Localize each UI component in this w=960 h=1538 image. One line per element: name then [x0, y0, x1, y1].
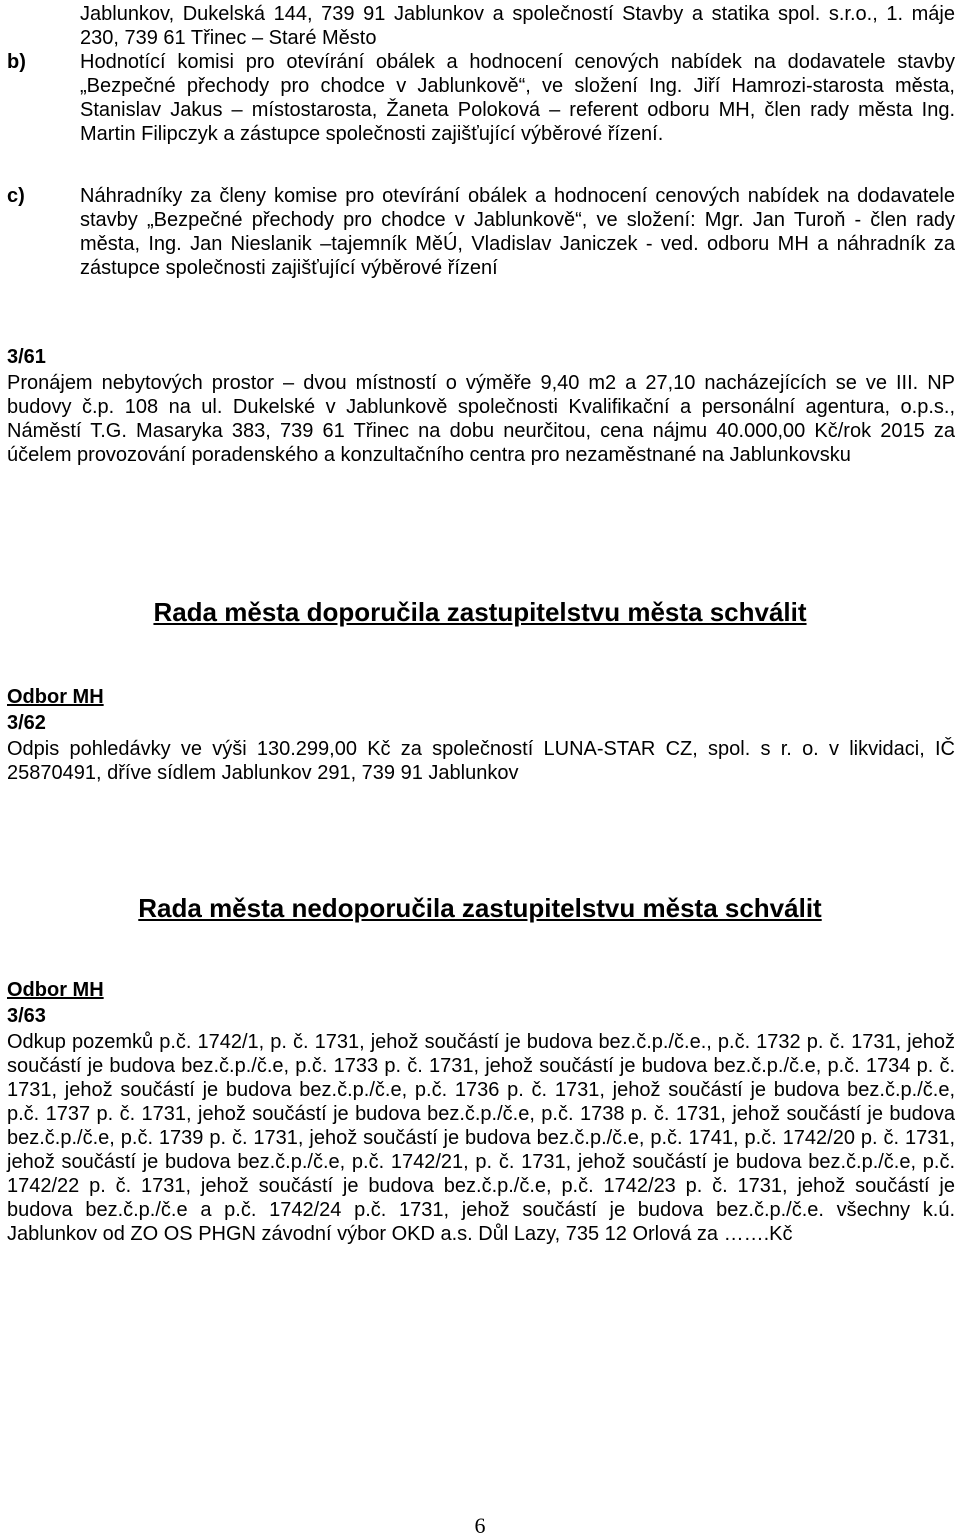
section-heading-approve: Rada města doporučila zastupitelstvu města schválit: [153, 597, 807, 627]
resolution-number-3-62: 3/62: [7, 712, 46, 734]
resolution-number-3-61: 3/61: [7, 346, 46, 368]
item-b-label: b): [7, 51, 26, 73]
resolution-text-3-63: Odkup pozemků p.č. 1742/1, p. č. 1731, jehož součástí je budova bez.č.p./č.e., p.č. 1732 p. č. 1731, jehož součástí je budova bez.č.p./č.e, p.č. 1733 p. č. 1731, jehož součástí je budova bez.č.p./č.e, p.č. 1734 p. č. 1731, jehož součástí je budova bez.č.p./č.e, p.č. 1736 p. č. 1731, jehož součástí je budova bez.č.p./č.e, p.č. 1737 p. č. 1731, jehož součástí je budova bez.č.p./č.e, p.č. 1738 p. č. 1731, jehož součástí je budova bez.č.p./č.e, p.č. 1739 p. č. 1731, jehož součástí je budova bez.č.p./č.e, p.č. 1741, p.č. 1742/20 p. č. 1731, jehož součástí je budova bez.č.p./č.e, p.č. 1742/21, p. č. 1731, jehož součástí je budova bez.č.p./č.e, p.č. 1742/22 p. č. 1731, jehož součástí je budova bez.č.p./č.e, p.č. 1742/23 p. č. 1731, jehož součástí je budova bez.č.p./č.e a p.č. 1742/24 p.č. 1731, jehož součástí je budova bez.č.p./č.e. všechny k.ú. Jablunkov od ZO OS PHGN závodní výbor OKD a.s. Důl Lazy, 735 12 Orlová za …….Kč: [7, 1031, 955, 1245]
intro-paragraph: Jablunkov, Dukelská 144, 739 91 Jablunkov a společností Stavby a statika spol. s.r.o., 1. máje 230, 739 61 Třinec – Staré Město: [80, 3, 955, 49]
item-c-text: Náhradníky za členy komise pro otevírání obálek a hodnocení cenových nabídek na dodavatele stavby „Bezpečné přechody pro chodce v Jablunkově“, ve složení: Mgr. Jan Turoň - člen rady města, Ing. Jan Nieslanik –tajemník MěÚ, Vladislav Janiczek - ved. odboru MH a náhradník za zástupce společnosti zajišťující výběrové řízení: [80, 185, 955, 279]
resolution-text-3-62: Odpis pohledávky ve výši 130.299,00 Kč za společností LUNA-STAR CZ, spol. s r. o. v likvidaci, IČ 25870491, dříve sídlem Jablunkov 291, 739 91 Jablunkov: [7, 738, 955, 784]
resolution-number-3-63: 3/63: [7, 1005, 46, 1027]
department-label: Odbor MH: [7, 979, 104, 1001]
resolution-text-3-61: Pronájem nebytových prostor – dvou místností o výměře 9,40 m2 a 27,10 nacházejících se ve III. NP budovy č.p. 108 na ul. Dukelské v Jablunkově společnosti Kvalifikační a personální agentura, o.p.s., Náměstí T.G. Masaryka 383, 739 61 Třinec na dobu neurčitou, cena nájmu 40.000,00 Kč/rok 2015 za účelem provozování poradenského a konzultačního centra pro nezaměstnané na Jablunkovsku: [7, 372, 955, 466]
item-c-label: c): [7, 185, 25, 207]
item-b-text: Hodnotící komisi pro otevírání obálek a hodnocení cenových nabídek na dodavatele stavby „Bezpečné přechody pro chodce v Jablunkově“, ve složení Ing. Jiří Hamrozi-starosta města, Stanislav Jakus – místostarosta, Žaneta Poloková – referent odboru MH, člen rady města Ing. Martin Filipczyk a zástupce společnosti zajišťující výběrové řízení.: [80, 51, 955, 145]
department-label: Odbor MH: [7, 686, 104, 708]
section-heading-not-approve: Rada města nedoporučila zastupitelstvu města schválit: [138, 893, 822, 923]
page-number: 6: [474, 1513, 486, 1538]
